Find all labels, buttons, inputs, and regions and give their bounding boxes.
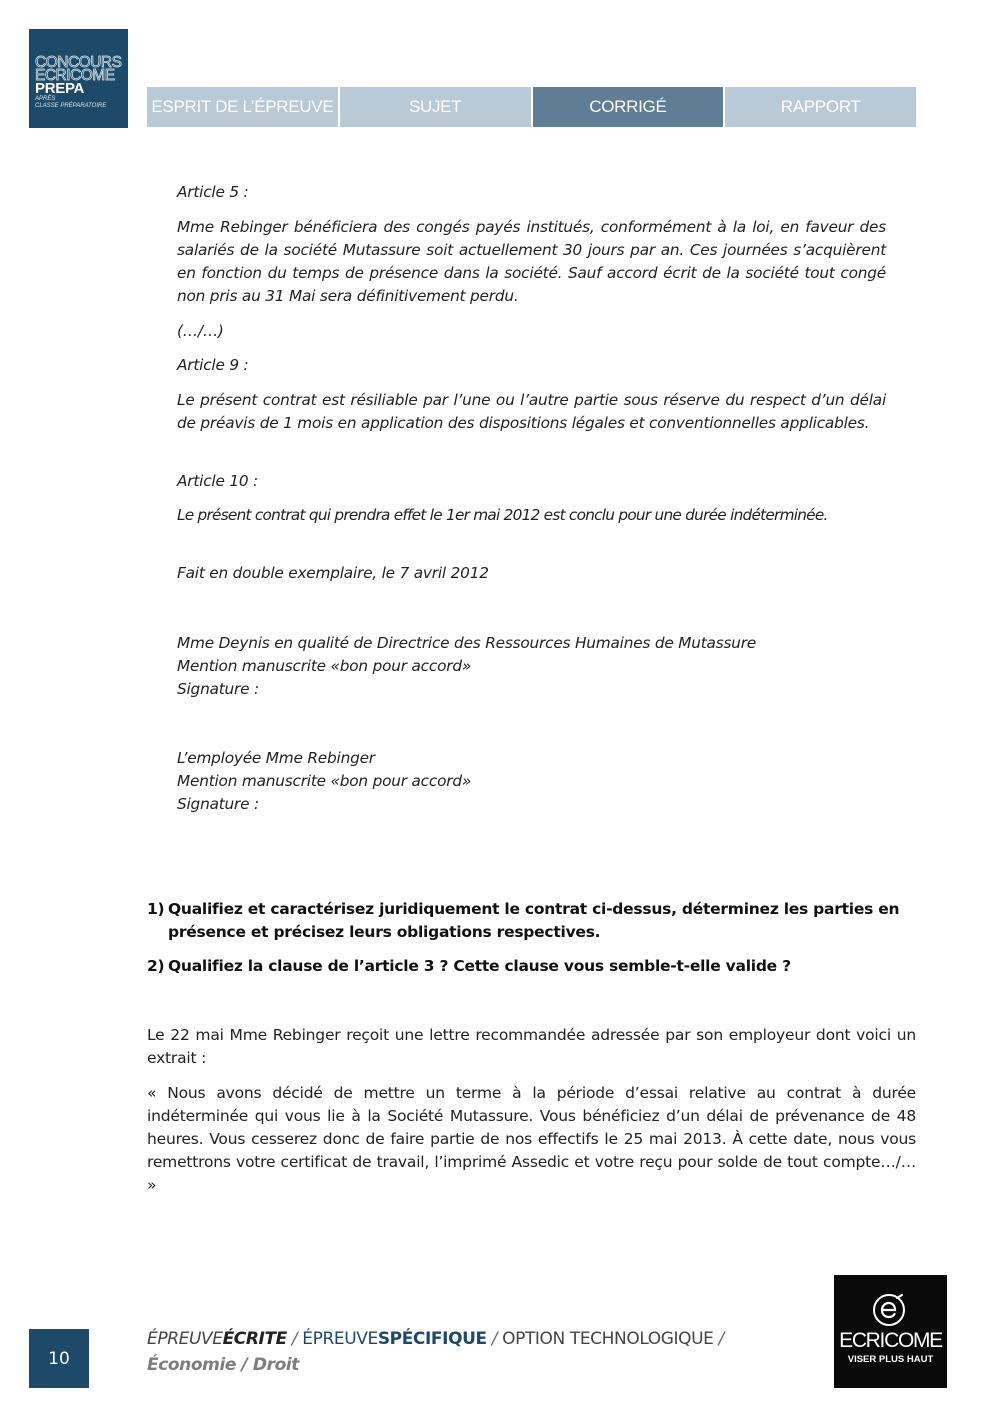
footer-epreuve: ÉPREUVE: [147, 1329, 223, 1349]
section-tabs: [147, 87, 916, 127]
article5-title: Article 5 :: [177, 183, 249, 201]
body-paragraph-2: « Nous avons décidé de mettre un terme à la période d’essai relative au contrat à durée indéterminée qui vous lie à la Société Mutassure. Vous bénéficiez d’un délai de prévenance de 48 heures. Vous cesserez donc de faire partie de nos effectifs le 25 mai 2013. À cette date, nous vous remettrons votre certificat de travail, l’imprimé Assedic et votre reçu pour solde de tout compte…/… »: [147, 1084, 916, 1194]
logo-line-apres: APRÈS: [35, 96, 56, 102]
logo-line-concours: CONCOURS: [35, 54, 122, 71]
tab-esprit[interactable]: ESPRIT DE L’ÉPREUVE: [147, 87, 338, 127]
concours-logo: [29, 29, 128, 128]
logo-line-prepa: PREPA: [35, 80, 85, 97]
article5-text: Mme Rebinger bénéficiera des congés payés institués, conformément à la loi, en faveur des salariés de la société Mutassure soit actuellement 30 jours par an. Ces journées s’acquièrent en fonction du temps de présence dans la société. Sauf accord écrit de la société tout congé non pris au 31 Mai sera définitivement perdu.: [177, 218, 886, 305]
footer-option: OPTION TECHNOLOGIQUE: [502, 1329, 714, 1349]
tab-rapport[interactable]: RAPPORT: [725, 87, 916, 127]
ecricome-brand-logo: [834, 1275, 947, 1388]
ellipsis: (…/…): [177, 322, 224, 340]
signatory2-mention: Mention manuscrite «bon pour accord»: [177, 772, 472, 790]
footer-sep-1: /: [291, 1329, 298, 1349]
footer-sep-2: /: [491, 1329, 498, 1349]
article10-text: Le présent contrat qui prendra effet le 1er mai 2012 est conclu pour une durée indéterminée.: [177, 506, 828, 524]
logo-line-classe: CLASSE PRÉPARATOIRE: [35, 102, 107, 109]
signatory2-name: L’employée Mme Rebinger: [177, 749, 375, 767]
question-1-line2: présence et précisez leurs obligations respectives.: [168, 923, 601, 941]
article10-title: Article 10 :: [177, 472, 259, 490]
signatory1-name: Mme Deynis en qualité de Directrice des Ressources Humaines de Mutassure: [177, 634, 757, 652]
footer-sep-3: /: [718, 1329, 724, 1349]
logo-line-ecricome: ECRICOME: [35, 67, 115, 84]
question-2-number: 2): [147, 957, 165, 975]
footer-subject: Économie / Droit: [147, 1355, 299, 1375]
body-paragraph-1: Le 22 mai Mme Rebinger reçoit une lettre recommandée adressée par son employeur dont voici un extrait :: [147, 1026, 916, 1067]
footer-ecrite: ÉCRITE: [222, 1329, 287, 1349]
article9-title: Article 9 :: [177, 356, 249, 374]
page-number: 10: [29, 1329, 89, 1388]
brand-name: ECRICOME: [839, 1329, 942, 1352]
ecricome-e-icon: [871, 1292, 907, 1328]
signatory1-mention: Mention manuscrite «bon pour accord»: [177, 657, 472, 675]
tab-sujet[interactable]: SUJET: [340, 87, 531, 127]
question-1: [147, 898, 916, 944]
footer-epreuve2: ÉPREUVE: [302, 1329, 378, 1349]
signatory2-signature: Signature :: [177, 795, 259, 813]
done-line: Fait en double exemplaire, le 7 avril 2012: [177, 564, 489, 582]
question-1-line1: Qualifiez et caractérisez juridiquement le contrat ci-dessus, déterminez les parties en: [168, 900, 900, 918]
tab-corrige[interactable]: CORRIGÉ: [533, 87, 724, 127]
footer-specifique: SPÉCIFIQUE: [377, 1329, 487, 1349]
question-1-number: 1): [147, 900, 165, 918]
footer-exam-type: [147, 1326, 724, 1352]
article9-text: Le présent contrat est résiliable par l’une ou l’autre partie sous réserve du respect d’un délai de préavis de 1 mois en application des dispositions légales et conventionnelles applicables.: [177, 391, 886, 432]
question-2: [147, 955, 916, 978]
brand-tagline: VISER PLUS HAUT: [847, 1354, 934, 1365]
question-2-line1: Qualifiez la clause de l’article 3 ? Cette clause vous semble-t-elle valide ?: [168, 957, 791, 975]
signatory1-signature: Signature :: [177, 680, 259, 698]
